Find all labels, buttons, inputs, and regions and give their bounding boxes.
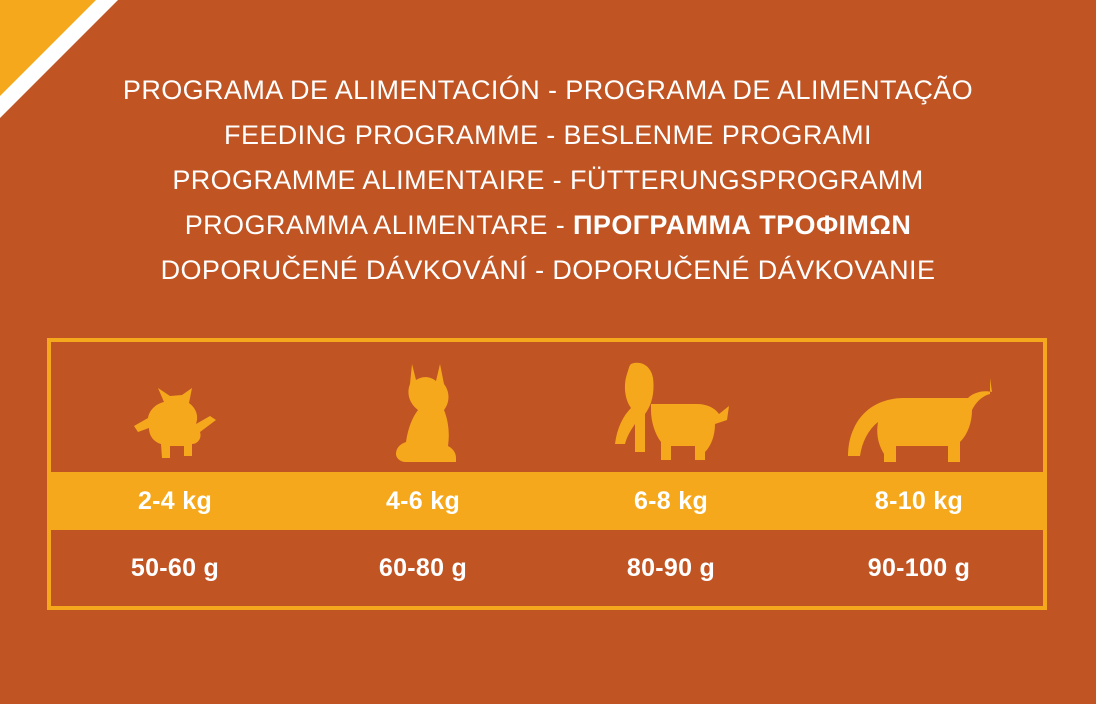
amount-cell-4 xyxy=(795,554,1043,583)
weight-text-2: 4-6 kg xyxy=(385,486,461,515)
heading-line-1 xyxy=(0,68,1096,113)
weight-cell-3 xyxy=(547,487,795,516)
heading-text-1: PROGRAMA DE ALIMENTACIÓN - PROGRAMA DE ALIMENTAÇÃO xyxy=(122,75,974,105)
cat-kitten-icon xyxy=(132,386,218,464)
heading-text-4-bold: ΠΡΟΓΡΑΜΜΑ ΤΡΟΦΙΜΩΝ xyxy=(573,210,912,240)
weight-text-1: 2-4 kg xyxy=(137,486,213,515)
heading-line-5 xyxy=(0,248,1096,293)
heading-text-3: PROGRAMME ALIMENTAIRE - FÜTTERUNGSPROGRAMM xyxy=(172,165,924,195)
amount-cell-2 xyxy=(299,554,547,583)
heading-line-3 xyxy=(0,158,1096,203)
cat-sitting-icon xyxy=(386,362,460,464)
icon-cell-4 xyxy=(795,342,1043,472)
amount-text-2: 60-80 g xyxy=(378,553,468,582)
heading-text-4: PROGRAMMA ALIMENTARE - xyxy=(184,210,574,240)
heading-line-2 xyxy=(0,113,1096,158)
weight-text-3: 6-8 kg xyxy=(633,486,709,515)
table-row-amounts xyxy=(51,530,1043,606)
weight-cell-1 xyxy=(51,487,299,516)
headings-block xyxy=(0,68,1096,293)
amount-cell-3 xyxy=(547,554,795,583)
amount-cell-1 xyxy=(51,554,299,583)
weight-cell-4 xyxy=(795,487,1043,516)
heading-line-4 xyxy=(0,203,1096,248)
amount-text-3: 80-90 g xyxy=(626,553,716,582)
table-row-icons xyxy=(51,342,1043,472)
table-row-weights xyxy=(51,472,1043,530)
icon-cell-1 xyxy=(51,342,299,472)
amount-text-4: 90-100 g xyxy=(867,553,971,582)
heading-text-2: FEEDING PROGRAMME - BESLENME PROGRAMI xyxy=(224,120,872,150)
cat-walking-icon xyxy=(611,360,731,464)
icon-cell-3 xyxy=(547,342,795,472)
icon-cell-2 xyxy=(299,342,547,472)
weight-cell-2 xyxy=(299,487,547,516)
weight-text-4: 8-10 kg xyxy=(874,486,964,515)
amount-text-1: 50-60 g xyxy=(130,553,220,582)
feeding-table xyxy=(47,338,1047,610)
cat-large-icon xyxy=(844,376,994,464)
heading-text-5: DOPORUČENÉ DÁVKOVÁNÍ - DOPORUČENÉ DÁVKOVANIE xyxy=(160,255,936,285)
